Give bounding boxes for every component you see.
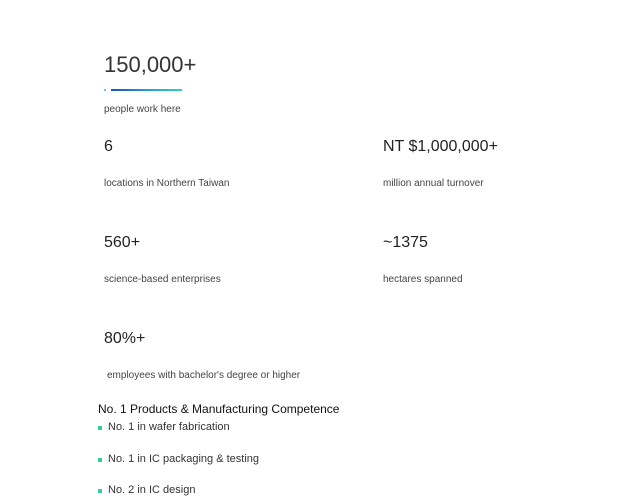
stat-number: 560+	[104, 234, 141, 251]
list-item	[98, 420, 259, 452]
bullet-square-icon	[98, 489, 102, 493]
list-item	[98, 483, 259, 501]
stat-enterprises	[104, 233, 221, 285]
list-item-label: No. 2 in IC design	[108, 484, 196, 496]
stat-number: ~1375	[383, 234, 428, 251]
list-item-label: No. 1 in IC packaging & testing	[108, 452, 260, 465]
stat-turnover	[383, 137, 498, 189]
stat-caption: locations in Northern Taiwan	[104, 178, 230, 189]
list-item	[98, 452, 259, 484]
list-item-label: No. 1 in wafer fabrication	[108, 421, 230, 433]
accent-gradient-bar	[111, 89, 182, 91]
competence-list	[98, 420, 259, 501]
stat-hectares	[383, 233, 463, 285]
stat-caption: employees with bachelor's degree or higher	[107, 370, 301, 381]
stat-number: 80%+	[104, 330, 146, 347]
stat-education	[104, 329, 301, 381]
hero-stat-caption: people work here	[104, 104, 181, 115]
stat-locations	[104, 137, 230, 189]
stat-caption: million annual turnover	[383, 178, 484, 189]
bullet-square-icon	[98, 426, 102, 430]
accent-dot	[104, 89, 106, 91]
bullet-square-icon	[98, 458, 102, 462]
hero-accent-line	[104, 88, 182, 91]
stat-number: 6	[104, 138, 113, 155]
stat-number: NT $1,000,000+	[383, 138, 498, 155]
stat-caption: hectares spanned	[383, 274, 463, 285]
stat-caption: science-based enterprises	[104, 274, 221, 285]
hero-stat-number: 150,000+	[104, 52, 197, 77]
competence-title: No. 1 Products & Manufacturing Competence	[98, 402, 340, 416]
